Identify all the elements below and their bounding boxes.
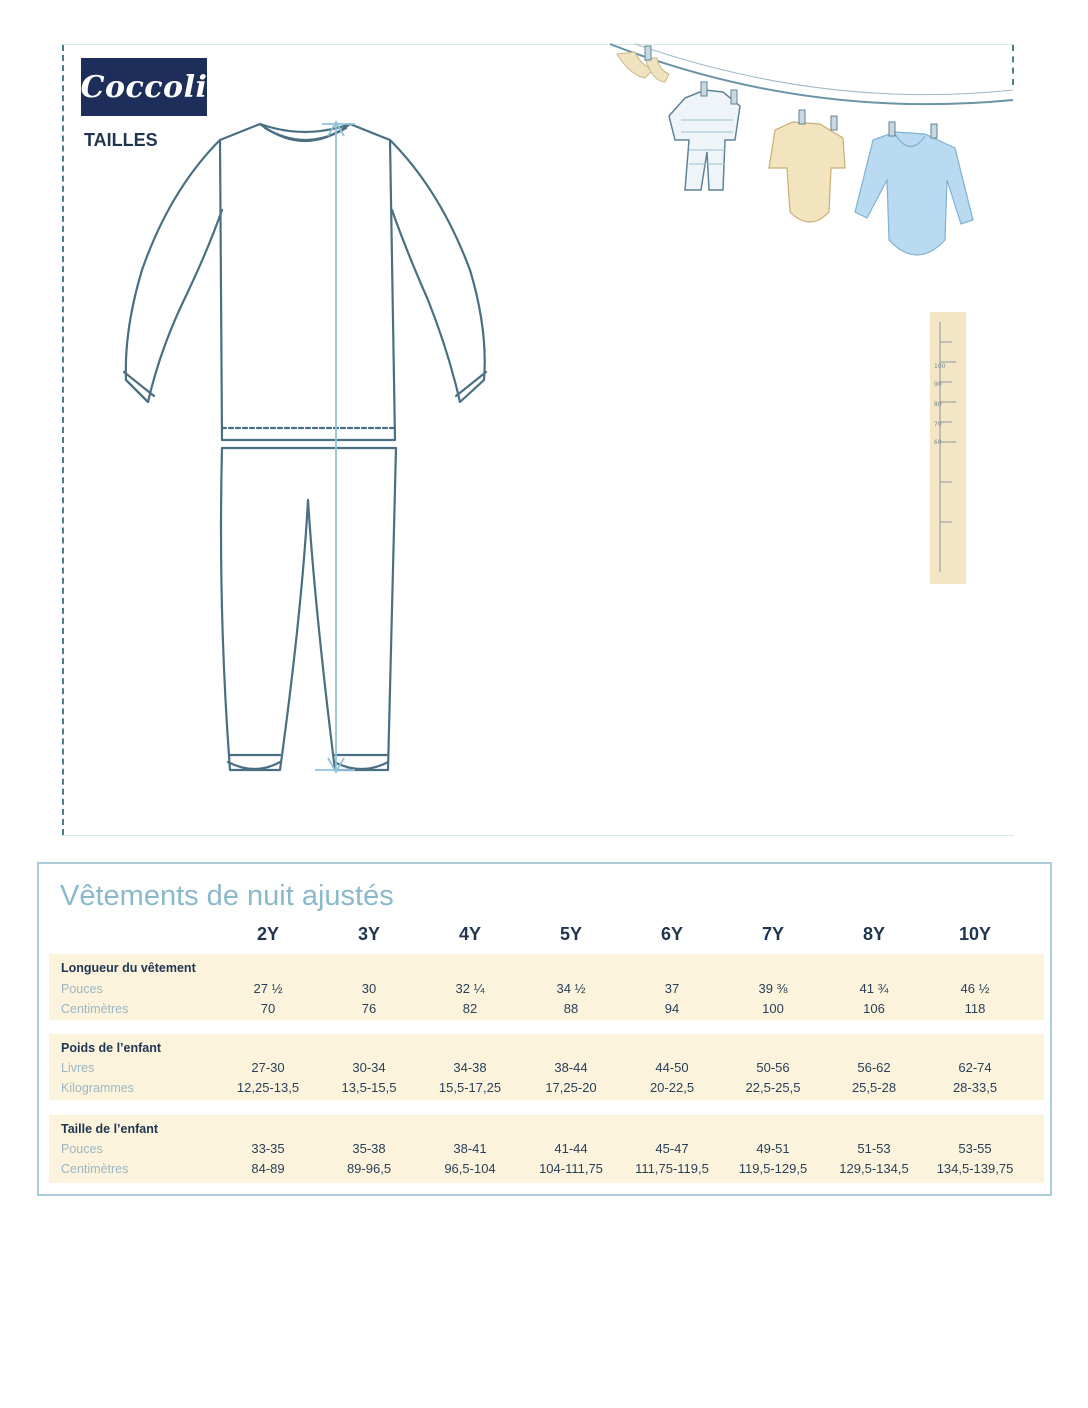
table-cell: 88 bbox=[563, 1001, 579, 1016]
ruler-mark: 100 bbox=[934, 363, 946, 370]
table-cell: 41 ¾ bbox=[859, 981, 889, 996]
ruler-mark: 70 bbox=[934, 421, 942, 428]
table-cell: 37 bbox=[664, 981, 680, 996]
table-cell: 50-56 bbox=[756, 1060, 790, 1075]
table-cell: 33-35 bbox=[251, 1141, 285, 1156]
row-label: Livres bbox=[61, 1061, 95, 1075]
table-cell: 100 bbox=[762, 1001, 784, 1016]
table-cell: 76 bbox=[361, 1001, 377, 1016]
height-ruler-icon bbox=[912, 312, 972, 584]
table-cell: 30 bbox=[361, 981, 377, 996]
table-cell: 39 ⅜ bbox=[758, 981, 788, 996]
table-cell: 34-38 bbox=[453, 1060, 487, 1075]
table-cell: 28-33,5 bbox=[952, 1080, 998, 1095]
table-title: Vêtements de nuit ajustés bbox=[60, 880, 394, 912]
table-cell: 41-44 bbox=[554, 1141, 588, 1156]
table-cell: 32 ¼ bbox=[455, 981, 485, 996]
table-cell: 30-34 bbox=[352, 1060, 386, 1075]
row-label: Centimètres bbox=[61, 1002, 129, 1016]
table-cell: 89-96,5 bbox=[346, 1161, 392, 1176]
table-cell: 96,5-104 bbox=[444, 1161, 496, 1176]
table-cell: 134,5-139,75 bbox=[936, 1161, 1014, 1176]
table-cell: 104-111,75 bbox=[539, 1161, 603, 1176]
table-cell: 38-41 bbox=[453, 1141, 487, 1156]
ruler-mark: 80 bbox=[934, 401, 942, 408]
table-cell: 70 bbox=[260, 1001, 276, 1016]
row-label: Centimètres bbox=[61, 1162, 129, 1176]
row-label: Pouces bbox=[61, 982, 103, 996]
table-cell: 34 ½ bbox=[556, 981, 586, 996]
table-cell: 20-22,5 bbox=[649, 1080, 695, 1095]
size-header: 8Y bbox=[862, 924, 886, 944]
group-label: Taille de l’enfant bbox=[61, 1122, 159, 1136]
table-cell: 25,5-28 bbox=[851, 1080, 897, 1095]
size-header: 3Y bbox=[357, 924, 381, 944]
table-cell: 45-47 bbox=[655, 1141, 689, 1156]
size-header: 4Y bbox=[458, 924, 482, 944]
table-cell: 12,25-13,5 bbox=[236, 1080, 300, 1095]
section-label: TAILLES bbox=[84, 130, 158, 150]
table-cell: 35-38 bbox=[352, 1141, 386, 1156]
ruler-mark: 90 bbox=[934, 381, 942, 388]
size-header: 7Y bbox=[761, 924, 785, 944]
table-cell: 62-74 bbox=[958, 1060, 992, 1075]
table-cell: 118 bbox=[964, 1001, 986, 1016]
table-cell: 56-62 bbox=[857, 1060, 891, 1075]
row-label: Pouces bbox=[61, 1142, 103, 1156]
ruler-mark: 60 bbox=[934, 439, 942, 446]
table-cell: 13,5-15,5 bbox=[341, 1080, 397, 1095]
table-cell: 106 bbox=[863, 1001, 885, 1016]
table-cell: 15,5-17,25 bbox=[438, 1080, 502, 1095]
table-cell: 119,5-129,5 bbox=[738, 1161, 808, 1176]
table-cell: 53-55 bbox=[958, 1141, 992, 1156]
group-label: Longueur du vêtement bbox=[61, 961, 196, 975]
table-cell: 129,5-134,5 bbox=[839, 1161, 909, 1176]
clothesline-baby-clothes-icon bbox=[605, 40, 1015, 270]
table-cell: 84-89 bbox=[251, 1161, 285, 1176]
size-header: 2Y bbox=[256, 924, 280, 944]
table-cell: 94 bbox=[664, 1001, 680, 1016]
table-cell: 44-50 bbox=[655, 1060, 689, 1075]
row-label: Kilogrammes bbox=[61, 1081, 134, 1095]
size-header: 5Y bbox=[559, 924, 583, 944]
group-label: Poids de l’enfant bbox=[61, 1041, 162, 1055]
table-cell: 22,5-25,5 bbox=[745, 1080, 801, 1095]
size-header: 6Y bbox=[660, 924, 684, 944]
table-cell: 38-44 bbox=[554, 1060, 588, 1075]
table-cell: 111,75-119,5 bbox=[635, 1161, 709, 1176]
table-cell: 27-30 bbox=[251, 1060, 285, 1075]
table-cell: 46 ½ bbox=[960, 981, 990, 996]
table-cell: 27 ½ bbox=[253, 981, 283, 996]
table-cell: 49-51 bbox=[756, 1141, 790, 1156]
dashed-border-left bbox=[62, 45, 64, 835]
brand-logo bbox=[81, 58, 207, 116]
pajama-set-sketch-icon bbox=[110, 110, 510, 790]
table-cell: 82 bbox=[462, 1001, 478, 1016]
table-cell: 17,25-20 bbox=[545, 1080, 597, 1095]
table-cell: 51-53 bbox=[857, 1141, 891, 1156]
logo-text: Coccoli bbox=[80, 69, 208, 105]
size-header: 10Y bbox=[958, 924, 992, 944]
